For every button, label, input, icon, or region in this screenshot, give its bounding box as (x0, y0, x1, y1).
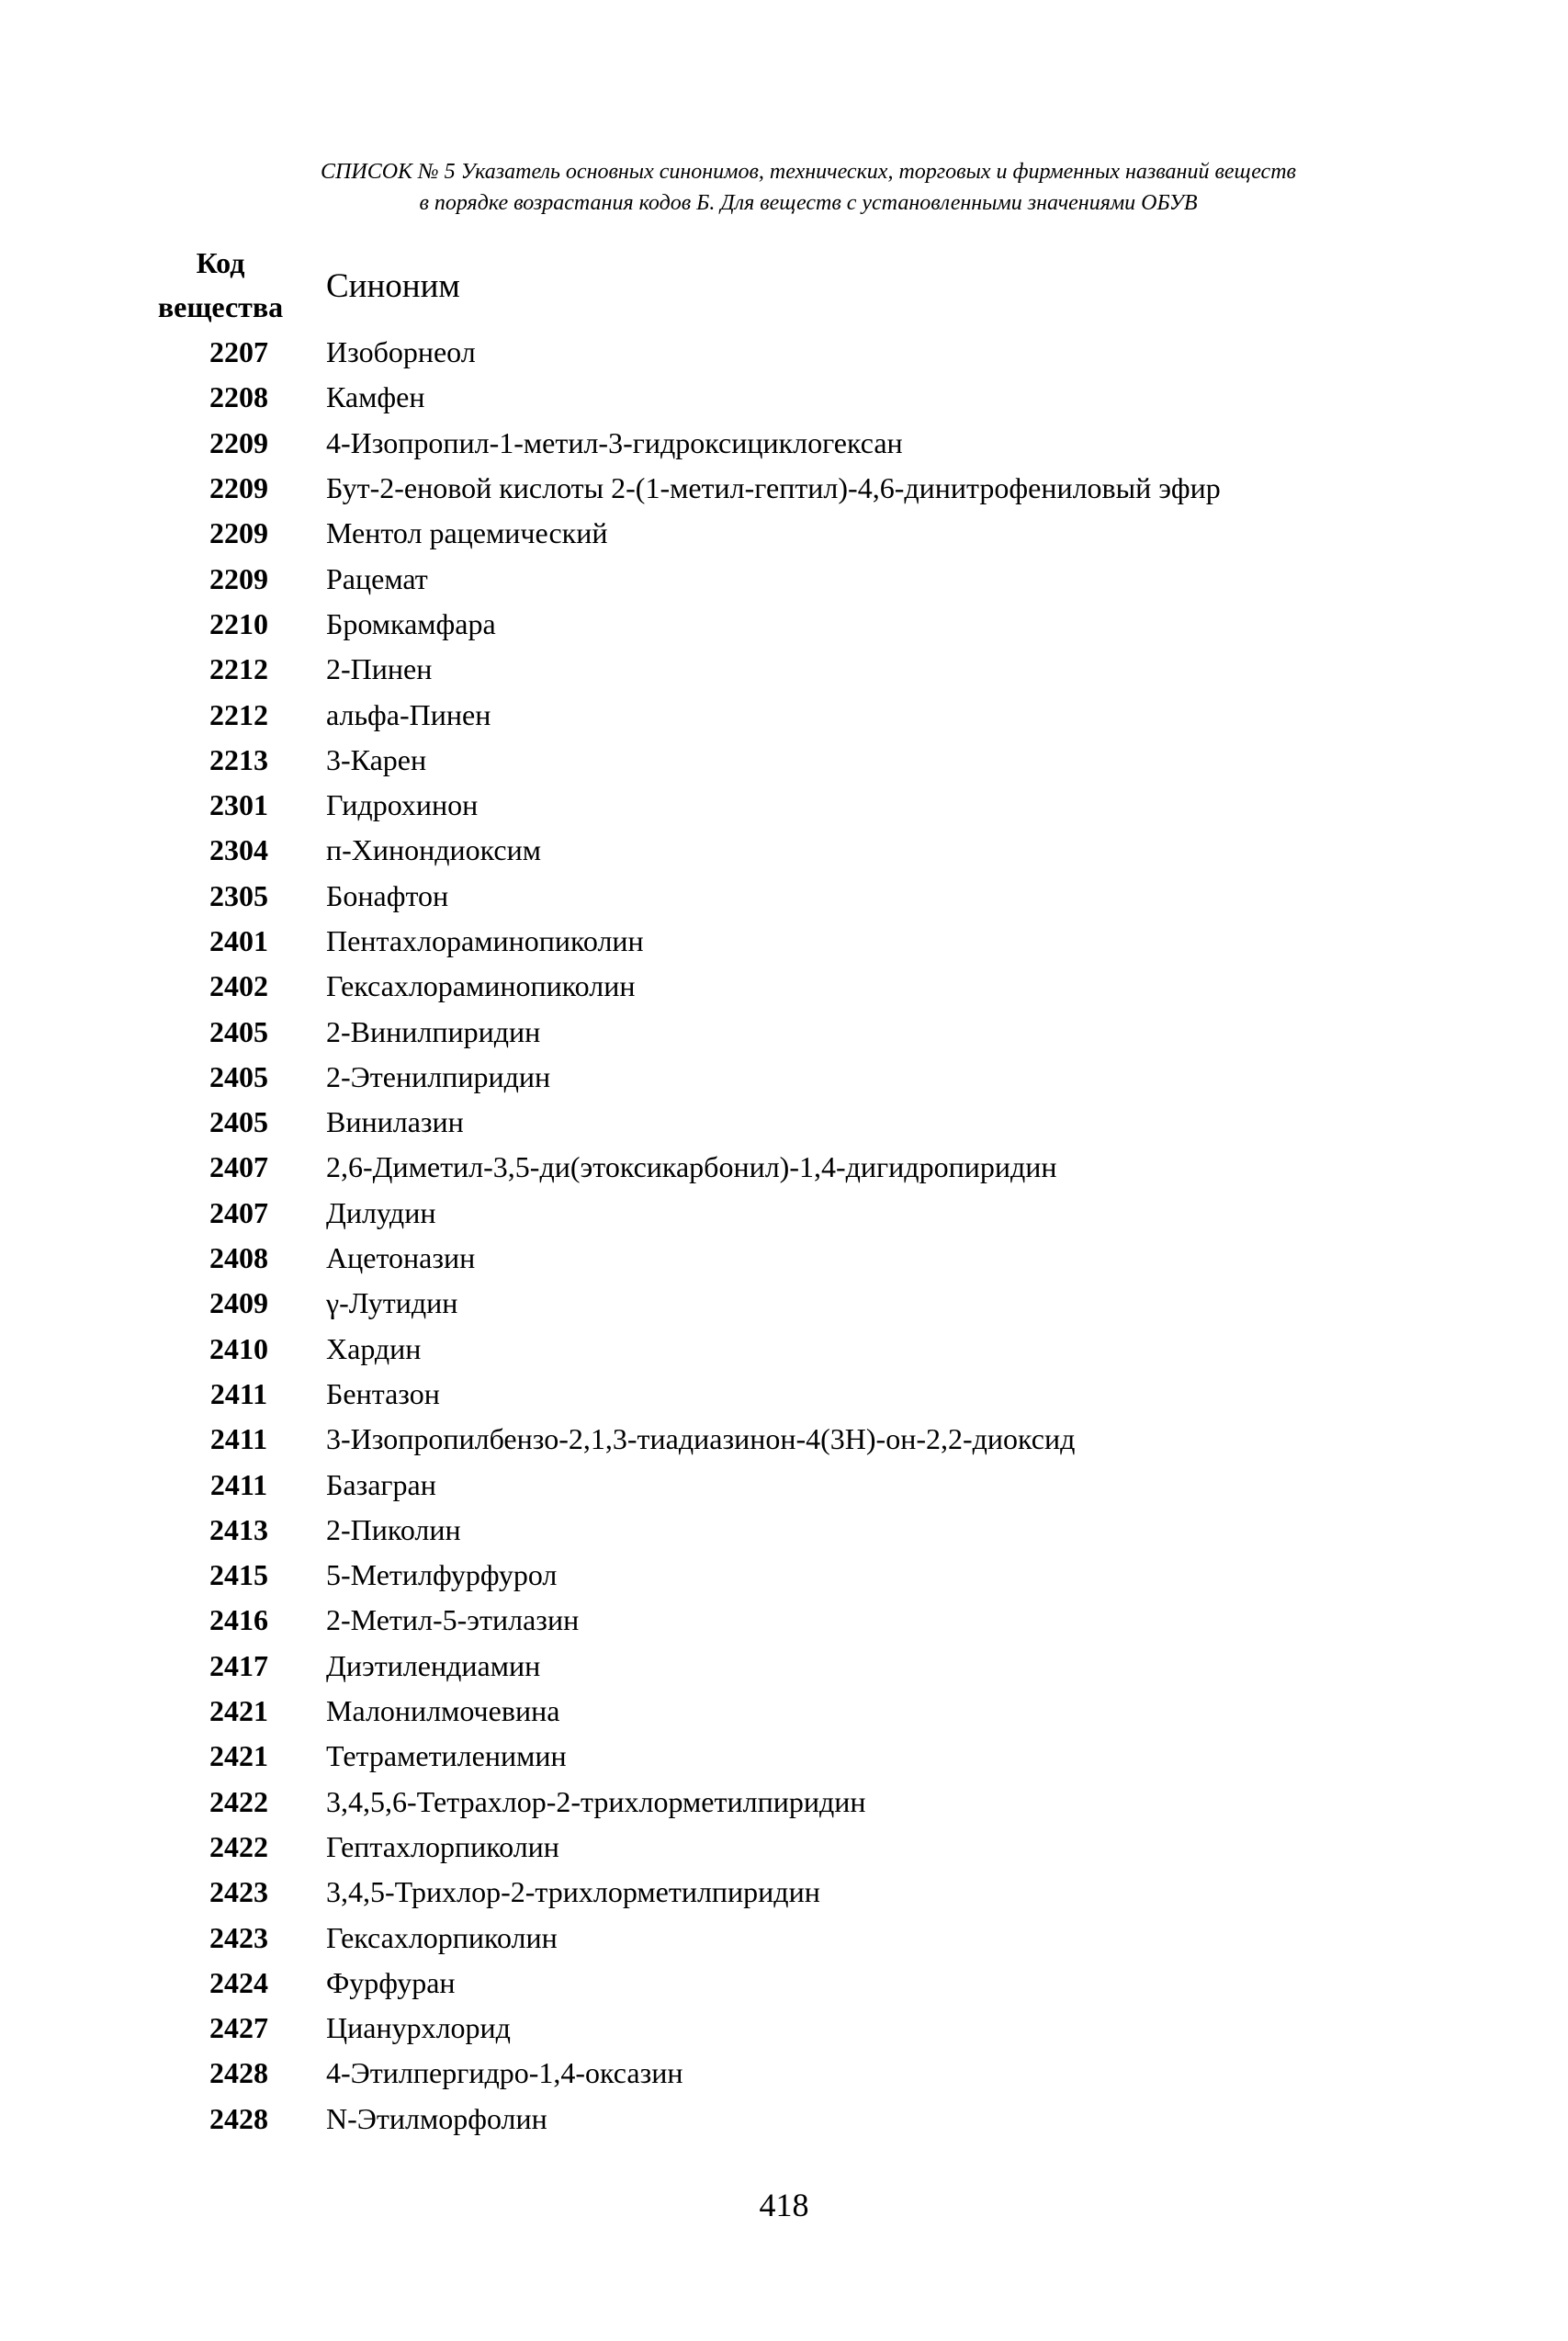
substance-code: 2405 (209, 1059, 268, 1093)
substance-code: 2402 (209, 969, 268, 1003)
page-number: 418 (759, 2187, 809, 2223)
substance-code: 2428 (209, 2056, 268, 2090)
table-row (138, 375, 1470, 420)
table-row (138, 1281, 1470, 1326)
substance-code: 2405 (209, 1105, 268, 1139)
substance-synonym: 3,4,5,6-Тетрахлор-2-трихлорметилпиридин (326, 1784, 866, 1818)
table-row (138, 2051, 1470, 2096)
header-title-line-1: СПИСОК № 5 Указатель основных синонимов, технических, торговых и фирменных названий веществ (321, 160, 1296, 184)
table-row (138, 919, 1470, 964)
substance-synonym: 3-Изопропилбензо-2,1,3-тиадиазинон-4(3Н)-он-2,2-диоксид (326, 1422, 1076, 1456)
substance-synonym: Бромкамфара (326, 606, 496, 640)
substance-code: 2411 (209, 1422, 268, 1456)
substance-synonym: Бонафтон (326, 878, 449, 912)
table-row (138, 783, 1470, 828)
substance-synonym: 3-Карен (326, 742, 427, 776)
table-row (138, 1508, 1470, 1553)
column-header-code (138, 241, 303, 329)
substance-code: 2423 (209, 1875, 268, 1909)
substance-synonym: Ацетоназин (326, 1241, 476, 1275)
substance-code: 2421 (209, 1739, 268, 1773)
substance-code: 2413 (209, 1512, 268, 1546)
table-row (138, 466, 1470, 511)
table-row (138, 1780, 1470, 1825)
table-row (138, 2097, 1470, 2142)
table-row (138, 602, 1470, 647)
table-row (138, 692, 1470, 737)
substance-code: 2213 (209, 742, 268, 776)
substance-code: 2212 (209, 652, 268, 686)
table-row (138, 1009, 1470, 1054)
table-row (138, 1825, 1470, 1870)
table-row (138, 647, 1470, 692)
table-row (138, 874, 1470, 919)
substance-code: 2411 (209, 1467, 268, 1501)
substance-code: 2421 (209, 1694, 268, 1728)
substance-code: 2415 (209, 1558, 268, 1592)
table-row (138, 1055, 1470, 1100)
table-row (138, 1734, 1470, 1779)
header-title-line-2: в порядке возрастания кодов Б. Для веществ с установленными значениями ОБУВ (419, 191, 1198, 215)
substance-code: 2301 (209, 788, 268, 822)
column-header-code-line-2: вещества (157, 290, 284, 323)
substance-synonym: 2,6-Диметил-3,5-ди(этоксикарбонил)-1,4-дигидропиридин (326, 1150, 1057, 1184)
table-row (138, 1191, 1470, 1236)
substance-code: 2209 (209, 516, 268, 550)
substance-synonym: 2-Винилпиридин (326, 1014, 541, 1048)
substance-code: 2407 (209, 1150, 268, 1184)
substance-synonym: Дилудин (326, 1195, 436, 1229)
substance-synonym: 2-Пиколин (326, 1512, 461, 1546)
substance-synonym: N-Этилморфолин (326, 2101, 547, 2135)
substance-code: 2304 (209, 833, 268, 867)
substance-code: 2212 (209, 697, 268, 731)
substance-code: 2417 (209, 1648, 268, 1682)
substance-synonym: Цианурхлорид (326, 2011, 511, 2045)
column-header-synonym: Синоним (326, 267, 460, 305)
substance-code: 2410 (209, 1331, 268, 1365)
substance-synonym: Камфен (326, 380, 425, 414)
substance-synonym: Бентазон (326, 1376, 440, 1410)
table-row (138, 964, 1470, 1009)
substance-code: 2408 (209, 1241, 268, 1275)
table-row (138, 1689, 1470, 1734)
substance-synonym: Фурфуран (326, 1965, 456, 1999)
table-row (138, 2006, 1470, 2051)
table-row (138, 511, 1470, 556)
substance-synonym: Малонилмочевина (326, 1694, 560, 1728)
substance-synonym: 5-Метилфурфурол (326, 1558, 558, 1592)
substance-synonym: альфа-Пинен (326, 697, 491, 731)
substance-synonym: 2-Пинен (326, 652, 433, 686)
table-row (138, 556, 1470, 601)
table-row (138, 1236, 1470, 1281)
substance-synonym: п-Хинондиоксим (326, 833, 541, 867)
substance-code: 2401 (209, 924, 268, 957)
substance-code: 2407 (209, 1195, 268, 1229)
substance-synonym: Диэтилендиамин (326, 1648, 541, 1682)
table-row (138, 1372, 1470, 1417)
substance-code: 2405 (209, 1014, 268, 1048)
substance-synonym: 4-Этилпергидро-1,4-оксазин (326, 2056, 683, 2090)
substance-code: 2422 (209, 1829, 268, 1863)
substance-synonym: Тетраметиленимин (326, 1739, 567, 1773)
substance-code: 2427 (209, 2011, 268, 2045)
substance-code: 2428 (209, 2101, 268, 2135)
table-row (138, 738, 1470, 783)
table-row (138, 1462, 1470, 1507)
table-row (138, 1644, 1470, 1689)
substance-code: 2305 (209, 878, 268, 912)
substance-code: 2423 (209, 1920, 268, 1954)
substance-synonym: 2-Метил-5-этилазин (326, 1603, 580, 1637)
table-row (138, 330, 1470, 375)
substance-synonym: Изоборнеол (326, 335, 476, 369)
substance-synonym: γ-Лутидин (326, 1286, 458, 1320)
synonym-table-body (138, 330, 1470, 2142)
substance-code: 2424 (209, 1965, 268, 1999)
table-row (138, 1417, 1470, 1462)
substance-synonym: Пентахлораминопиколин (326, 924, 644, 957)
substance-code: 2411 (209, 1376, 268, 1410)
table-row (138, 1145, 1470, 1190)
substance-synonym: Гексахлорпиколин (326, 1920, 558, 1954)
substance-code: 2209 (209, 425, 268, 459)
table-row (138, 1100, 1470, 1145)
substance-synonym: Бут-2-еновой кислоты 2-(1-метил-гептил)-4,6-динитрофениловый эфир (326, 471, 1221, 505)
substance-code: 2209 (209, 471, 268, 505)
substance-synonym: 3,4,5-Трихлор-2-трихлорметилпиридин (326, 1875, 820, 1909)
substance-code: 2210 (209, 606, 268, 640)
substance-synonym: 2-Этенилпиридин (326, 1059, 551, 1093)
substance-synonym: Винилазин (326, 1105, 464, 1139)
substance-code: 2409 (209, 1286, 268, 1320)
substance-code: 2416 (209, 1603, 268, 1637)
substance-synonym: Хардин (326, 1331, 422, 1365)
substance-code: 2209 (209, 561, 268, 595)
substance-code: 2208 (209, 380, 268, 414)
substance-synonym: Ментол рацемический (326, 516, 608, 550)
table-row (138, 828, 1470, 873)
table-row (138, 1915, 1470, 1960)
page-header (165, 156, 1451, 219)
substance-synonym: Рацемат (326, 561, 428, 595)
table-row (138, 1961, 1470, 2006)
table-row (138, 1598, 1470, 1643)
substance-synonym: Гептахлорпиколин (326, 1829, 559, 1863)
substance-synonym: Гексахлораминопиколин (326, 969, 636, 1003)
table-row (138, 1870, 1470, 1915)
table-row (138, 421, 1470, 466)
substance-code: 2422 (209, 1784, 268, 1818)
substance-synonym: Базагран (326, 1467, 436, 1501)
table-header (138, 241, 1470, 333)
substance-synonym: 4-Изопропил-1-метил-3-гидроксициклогексан (326, 425, 903, 459)
table-row (138, 1553, 1470, 1598)
table-row (138, 1327, 1470, 1372)
substance-code: 2207 (209, 335, 268, 369)
column-header-code-line-1: Код (196, 246, 245, 279)
substance-synonym: Гидрохинон (326, 788, 479, 822)
